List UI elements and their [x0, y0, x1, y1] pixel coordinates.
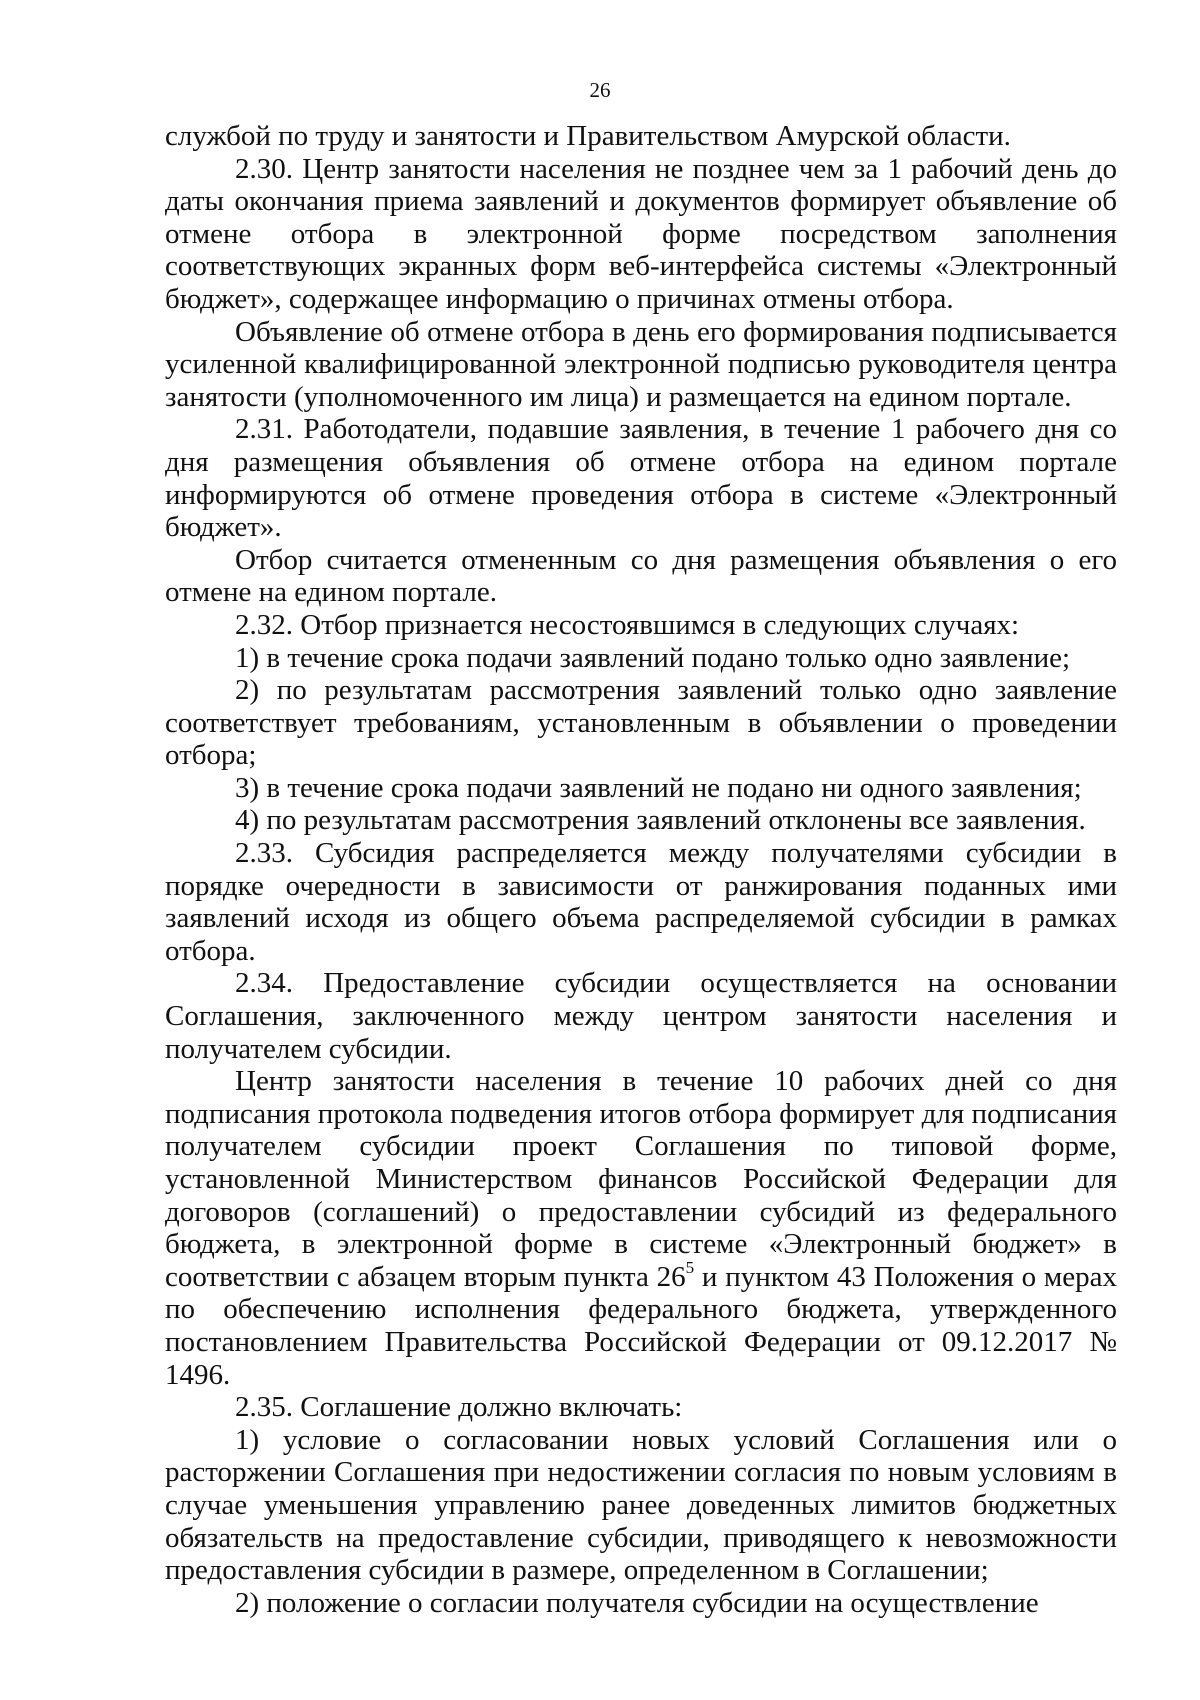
paragraph-cancel-notice-signature: Объявление об отмене отбора в день его формирования подписывается усиленной квалифицированной электронной подписью руководителя центра занятости (уполномоченного им лица) и размещается на едином портале. [165, 315, 1117, 413]
paragraph-continuation: службой по труду и занятости и Правительством Амурской области. [165, 120, 1011, 152]
list-item-2-35-1: 1) условие о согласовании новых условий Соглашения или о расторжении Соглашения при недостижении согласия по новым условиям в случае уменьшения управлению ранее доведенных лимитов бюджетных обязательств на предоставление субсидии, приводящего к невозможности предоставления субсидии в размере, определенном в Соглашении; [165, 1423, 1117, 1587]
paragraph-2-32: 2.32. Отбор признается несостоявшимся в следующих случаях: [235, 608, 1020, 641]
paragraph-agreement-draft-text-before: Центр занятости населения в течение 10 рабочих дней со дня подписания протокола подведения итогов отбора формирует для подписания получателем субсидии проект Соглашения по типовой форме, установленной Министерством финансов Российской Федерации для договоров (соглашений) о предоставлении субсидий из федерального бюджета, в электронной форме в системе «Электронный бюджет» в соответствии с абзацем вторым пункта 26 [165, 1065, 1117, 1293]
paragraph-2-34: 2.34. Предоставление субсидии осуществляется на основании Соглашения, заключенного между центром занятости населения и получателем субсидии. [165, 967, 1117, 1065]
document-body [165, 120, 1117, 1619]
superscript-note: 5 [685, 1258, 695, 1278]
paragraph-agreement-draft-text-after: и пунктом 43 Положения о мерах по обеспечению исполнения федерального бюджета, утвержденного постановлением Правительства Российской Федерации от 09.12.2017 № 1496. [165, 1260, 1117, 1391]
list-item-2-32-4: 4) по результатам рассмотрения заявлений отклонены все заявления. [235, 804, 1086, 837]
list-item-2-32-2: 2) по результатам рассмотрения заявлений только одно заявление соответствует требованиям, установленным в объявлении о проведении отбора; [165, 674, 1117, 772]
paragraph-2-31: 2.31. Работодатели, подавшие заявления, в течение 1 рабочего дня со дня размещения объявления об отмене отбора на едином портале информируются об отмене проведения отбора в системе «Электронный бюджет». [165, 413, 1117, 544]
paragraph-2-35: 2.35. Соглашение должно включать: [235, 1391, 683, 1424]
page-number: 26 [589, 78, 611, 102]
list-item-2-35-2: 2) положение о согласии получателя субсидии на осуществление [235, 1586, 1039, 1619]
paragraph-2-30: 2.30. Центр занятости населения не позднее чем за 1 рабочий день до даты окончания приема заявлений и документов формирует объявление об отмене отбора в электронной форме посредством заполнения соответствующих экранных форм веб-интерфейса системы «Электронный бюджет», содержащее информацию о причинах отмены отбора. [165, 152, 1117, 315]
list-item-2-32-3: 3) в течение срока подачи заявлений не подано ни одного заявления; [235, 771, 1082, 804]
paragraph-selection-cancelled: Отбор считается отмененным со дня размещения объявления о его отмене на едином портале. [165, 543, 1117, 609]
paragraph-2-33: 2.33. Субсидия распределяется между получателями субсидии в порядке очередности в зависимости от ранжирования поданных ими заявлений исходя из общего объема распределяемой субсидии в рамках отбора. [165, 837, 1117, 967]
paragraph-agreement-draft [165, 1065, 1117, 1391]
list-item-2-32-1: 1) в течение срока подачи заявлений подано только одно заявление; [235, 641, 1071, 674]
